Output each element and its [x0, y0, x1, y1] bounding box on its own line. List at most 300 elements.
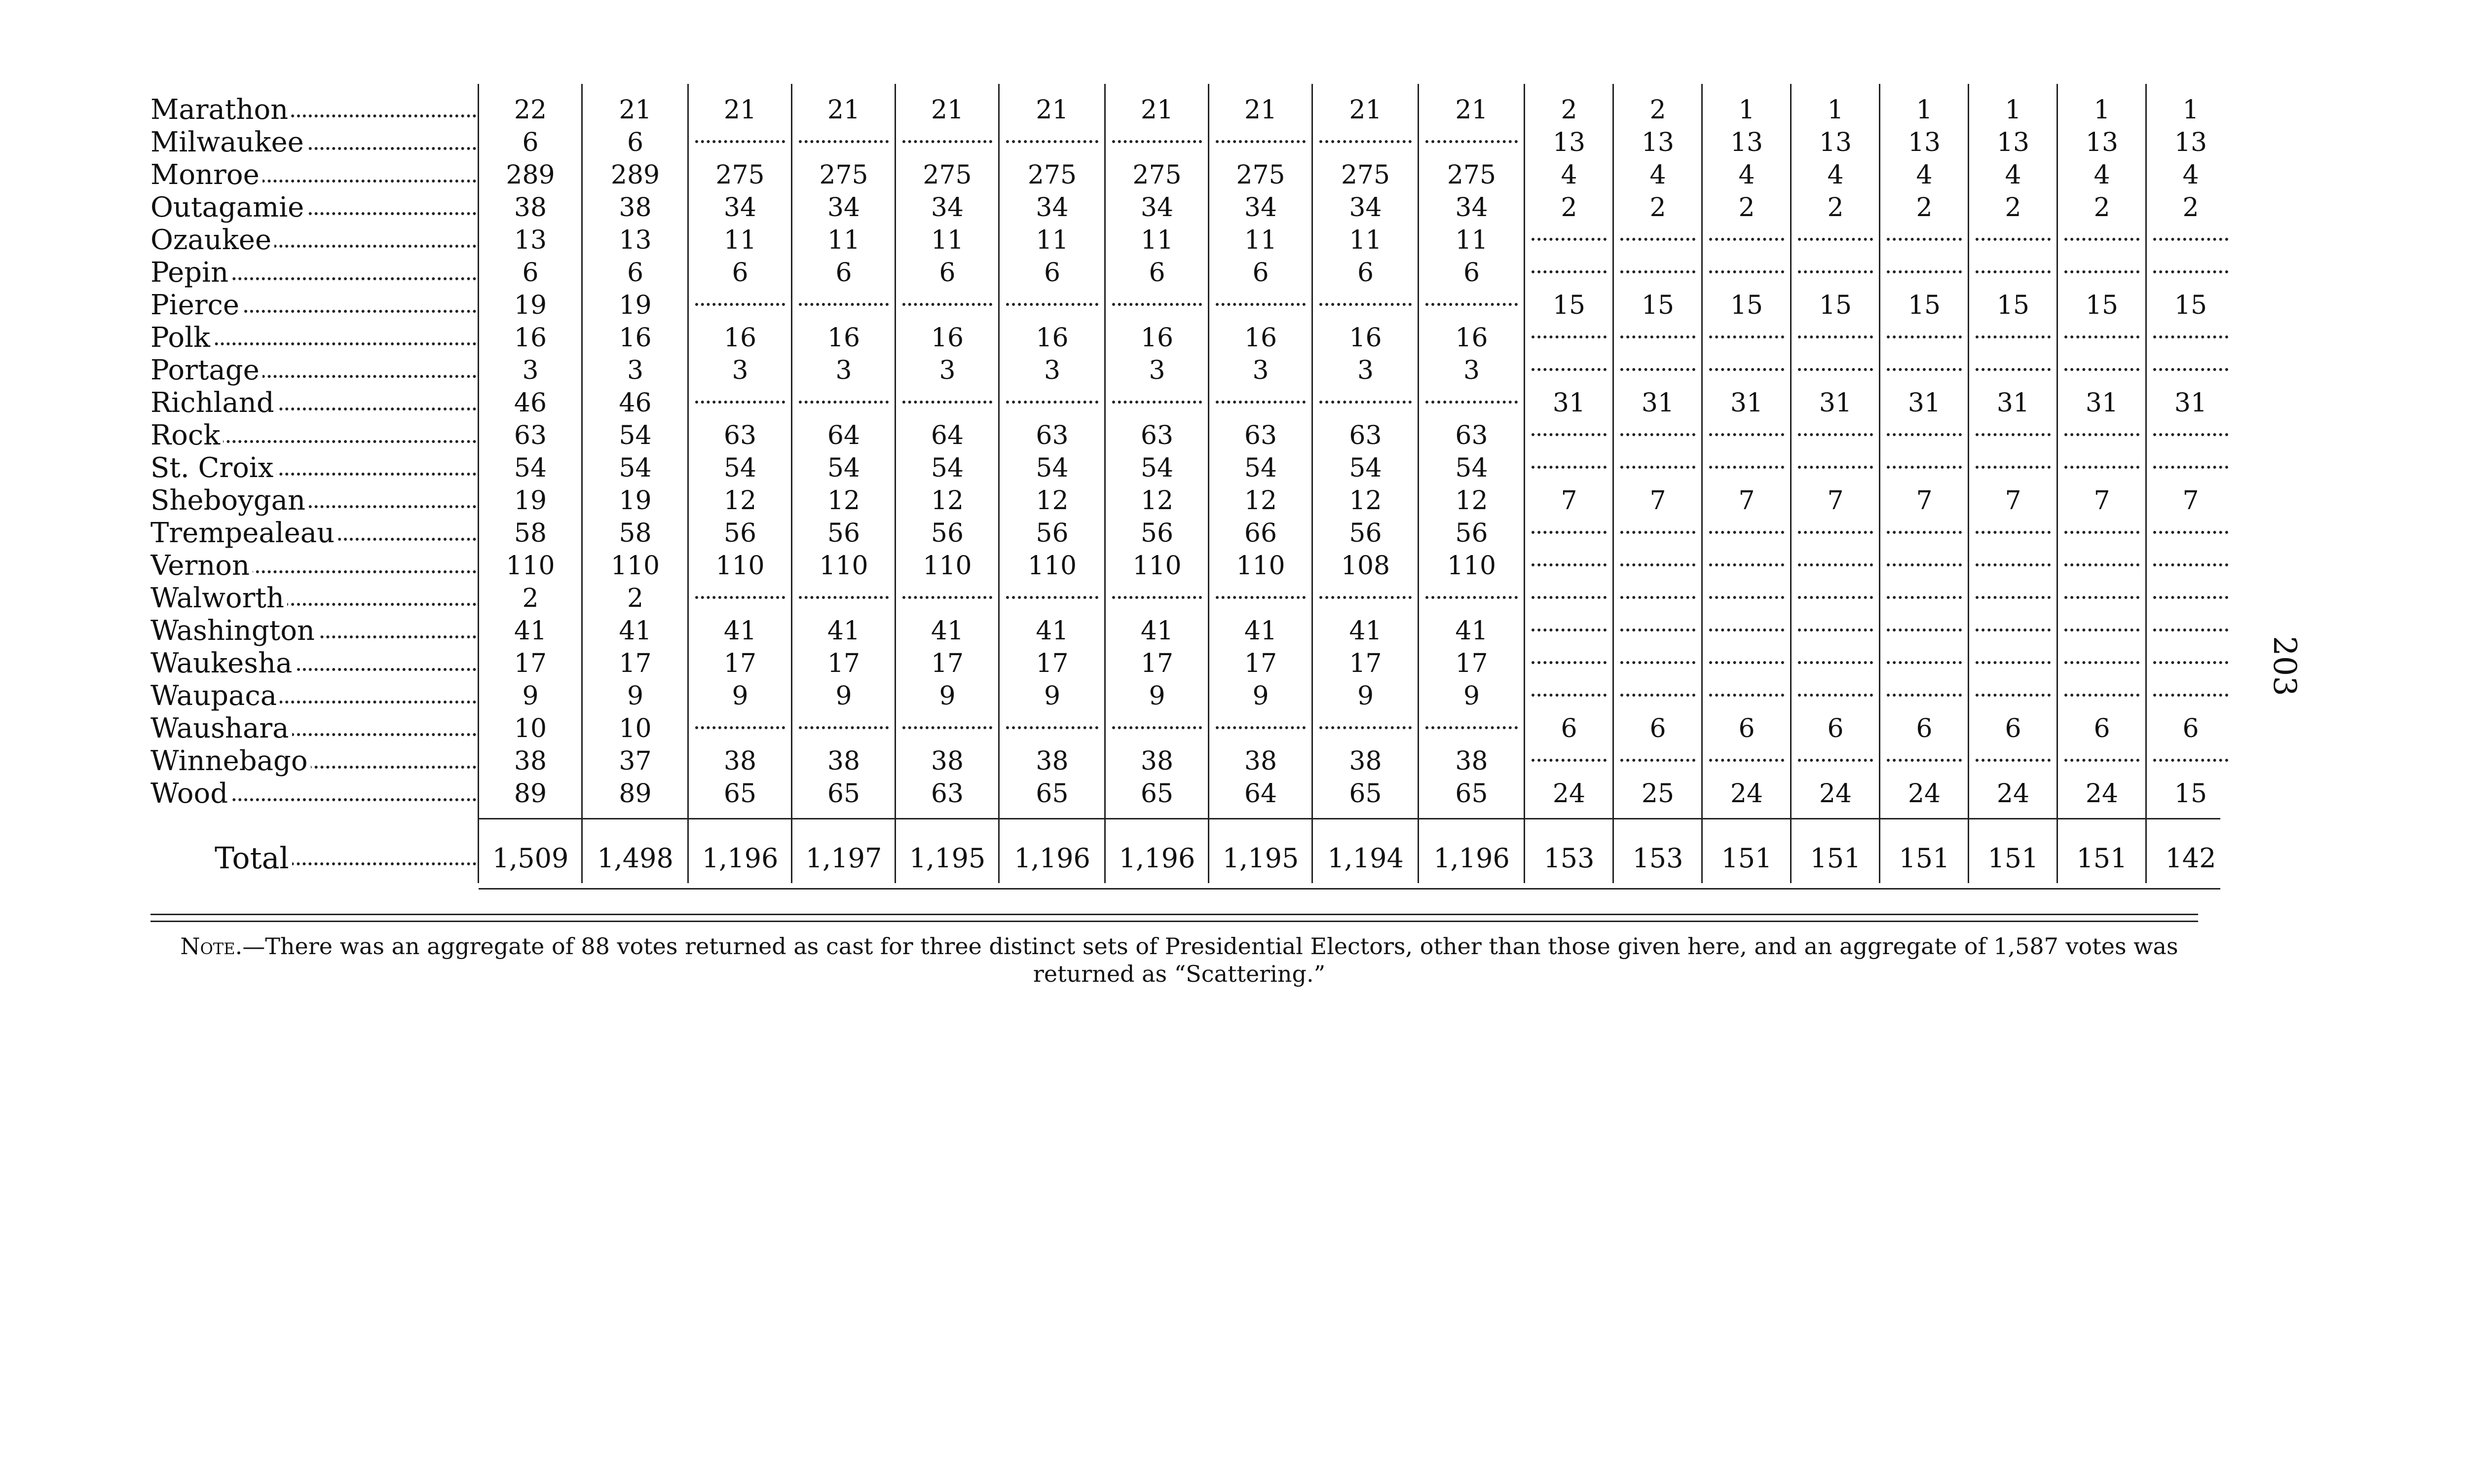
- county-name: [150, 484, 476, 517]
- vote-cell: 46: [514, 388, 547, 418]
- vote-cell: 9: [835, 681, 852, 711]
- county-label: Winnebago: [150, 745, 311, 777]
- vote-cell: 11: [827, 225, 860, 255]
- empty-cell-dots: [1620, 563, 1695, 566]
- vote-cell: 38: [1140, 746, 1174, 776]
- empty-cell-dots: [2153, 270, 2228, 273]
- vote-cell: 63: [1455, 421, 1488, 450]
- empty-cell-dots: [2064, 433, 2139, 436]
- vote-cell: 7: [2005, 486, 2021, 516]
- empty-cell-dots: [1798, 629, 1873, 631]
- empty-cell-dots: [1976, 661, 2051, 664]
- vote-cell: 54: [723, 453, 757, 483]
- vote-cell: 34: [931, 193, 964, 223]
- empty-cell-dots: [1112, 596, 1202, 599]
- vote-cell: 15: [1641, 291, 1675, 320]
- empty-cell-dots: [1976, 759, 2051, 762]
- vote-cell: 2: [1649, 95, 1666, 125]
- vote-cell: 9: [1357, 681, 1374, 711]
- county-label: Ozaukee: [150, 224, 274, 256]
- vote-cell: 54: [1140, 453, 1174, 483]
- vote-cell: 31: [1552, 388, 1586, 418]
- empty-cell-dots: [1112, 140, 1202, 143]
- empty-cell-dots: [2153, 563, 2228, 566]
- empty-cell-dots: [1887, 270, 1962, 273]
- vote-cell: 110: [1236, 551, 1285, 581]
- vote-cell: 3: [522, 356, 539, 385]
- vote-cell: 31: [1907, 388, 1941, 418]
- empty-cell-dots: [1006, 726, 1098, 729]
- vote-cell: 64: [931, 421, 964, 450]
- empty-cell-dots: [799, 596, 889, 599]
- empty-cell-dots: [2153, 759, 2228, 762]
- vote-cell: 24: [1907, 779, 1941, 809]
- empty-cell-dots: [902, 726, 992, 729]
- empty-cell-dots: [1532, 596, 1607, 599]
- county-name: [150, 257, 476, 289]
- table-row: [0, 517, 2467, 550]
- vote-cell: 38: [1244, 746, 1277, 776]
- vote-cell: 6: [627, 258, 644, 288]
- empty-cell-dots: [902, 596, 992, 599]
- vote-cell: 275: [1341, 160, 1390, 190]
- vote-cell: 110: [610, 551, 660, 581]
- vote-cell: 24: [1996, 779, 2030, 809]
- county-name: [150, 712, 476, 745]
- vote-cell: 34: [1455, 193, 1488, 223]
- county-label: Portage: [150, 354, 262, 386]
- empty-cell-dots: [902, 140, 992, 143]
- vote-cell: 19: [619, 291, 652, 320]
- empty-cell-dots: [1709, 238, 1784, 241]
- vote-cell: 21: [723, 95, 757, 125]
- vote-cell: 41: [619, 616, 652, 646]
- empty-cell-dots: [2064, 335, 2139, 338]
- empty-cell-dots: [1532, 270, 1607, 273]
- vote-cell: 54: [619, 453, 652, 483]
- vote-cell: 3: [1252, 356, 1269, 385]
- table-row: [0, 680, 2467, 712]
- empty-cell-dots: [1798, 596, 1873, 599]
- vote-cell: 2: [627, 584, 644, 613]
- county-name: [150, 452, 476, 484]
- empty-cell-dots: [1709, 270, 1784, 273]
- empty-cell-dots: [2153, 368, 2228, 371]
- total-cell: 1,197: [805, 843, 882, 874]
- vote-cell: 2: [1561, 95, 1577, 125]
- empty-cell-dots: [1798, 238, 1873, 241]
- vote-cell: 12: [1244, 486, 1277, 516]
- empty-cell-dots: [1216, 401, 1306, 404]
- county-name: [150, 191, 476, 224]
- empty-cell-dots: [1112, 401, 1202, 404]
- table-row: [0, 159, 2467, 191]
- vote-cell: 17: [1455, 649, 1488, 678]
- vote-cell: 64: [1244, 779, 1277, 809]
- vote-cell: 56: [1140, 519, 1174, 548]
- bottom-rule: [479, 888, 2220, 890]
- vote-cell: 31: [1819, 388, 1852, 418]
- vote-cell: 6: [1149, 258, 1165, 288]
- vote-cell: 11: [1036, 225, 1069, 255]
- county-name: [150, 387, 476, 419]
- vote-cell: 63: [1244, 421, 1277, 450]
- vote-cell: 7: [1649, 486, 1666, 516]
- empty-cell-dots: [1319, 303, 1412, 306]
- vote-cell: 41: [514, 616, 547, 646]
- vote-cell: 41: [1140, 616, 1174, 646]
- vote-cell: 11: [1455, 225, 1488, 255]
- empty-cell-dots: [1620, 759, 1695, 762]
- vote-cell: 65: [723, 779, 757, 809]
- vote-cell: 10: [514, 714, 547, 743]
- empty-cell-dots: [1798, 368, 1873, 371]
- total-cell: 153: [1632, 843, 1683, 874]
- vote-cell: 19: [619, 486, 652, 516]
- table-row: [0, 224, 2467, 257]
- vote-cell: 6: [522, 128, 539, 157]
- total-cell: 1,195: [1222, 843, 1299, 874]
- column-rule: [1311, 84, 1313, 883]
- empty-cell-dots: [1620, 694, 1695, 697]
- vote-cell: 34: [1036, 193, 1069, 223]
- vote-cell: 12: [1455, 486, 1488, 516]
- empty-cell-dots: [1709, 466, 1784, 469]
- vote-cell: 275: [1236, 160, 1285, 190]
- vote-cell: 16: [1244, 323, 1277, 353]
- vote-cell: 56: [827, 519, 860, 548]
- vote-cell: 16: [1455, 323, 1488, 353]
- vote-cell: 46: [619, 388, 652, 418]
- vote-cell: 6: [1357, 258, 1374, 288]
- vote-cell: 110: [1027, 551, 1077, 581]
- total-cell: 151: [2076, 843, 2128, 874]
- vote-cell: 12: [1349, 486, 1382, 516]
- empty-cell-dots: [1887, 661, 1962, 664]
- empty-cell-dots: [799, 303, 889, 306]
- empty-cell-dots: [1709, 368, 1784, 371]
- county-name: [150, 550, 476, 582]
- empty-cell-dots: [1887, 238, 1962, 241]
- empty-cell-dots: [799, 140, 889, 143]
- vote-cell: 41: [1455, 616, 1488, 646]
- vote-cell: 2: [522, 584, 539, 613]
- table-row: [0, 778, 2467, 810]
- table-row: [0, 745, 2467, 778]
- county-name: [150, 517, 476, 550]
- vote-cell: 9: [1044, 681, 1061, 711]
- empty-cell-dots: [2153, 531, 2228, 534]
- vote-cell: 17: [1036, 649, 1069, 678]
- empty-cell-dots: [1425, 140, 1518, 143]
- county-label: Richland: [150, 387, 277, 419]
- vote-cell: 6: [2005, 714, 2021, 743]
- empty-cell-dots: [1798, 466, 1873, 469]
- vote-cell: 65: [1036, 779, 1069, 809]
- footer-double-rule-second: [150, 921, 2198, 922]
- vote-cell: 6: [1463, 258, 1480, 288]
- table-row: [0, 615, 2467, 647]
- table-row: [0, 582, 2467, 615]
- county-label: Waushara: [150, 712, 292, 744]
- total-cell: 151: [1987, 843, 2039, 874]
- table-row: [0, 712, 2467, 745]
- vote-cell: 15: [1552, 291, 1586, 320]
- vote-cell: 13: [1641, 128, 1675, 157]
- empty-cell-dots: [1319, 140, 1412, 143]
- vote-cell: 24: [1552, 779, 1586, 809]
- vote-cell: 16: [1349, 323, 1382, 353]
- vote-cell: 13: [1907, 128, 1941, 157]
- vote-cell: 38: [619, 193, 652, 223]
- empty-cell-dots: [1976, 433, 2051, 436]
- vote-cell: 7: [1916, 486, 1933, 516]
- vote-cell: 4: [2093, 160, 2110, 190]
- vote-cell: 13: [514, 225, 547, 255]
- vote-cell: 63: [723, 421, 757, 450]
- vote-cell: 22: [514, 95, 547, 125]
- county-name: [150, 159, 476, 191]
- column-rule: [998, 84, 1000, 883]
- vote-cell: 17: [619, 649, 652, 678]
- vote-cell: 31: [1730, 388, 1763, 418]
- vote-cell: 21: [827, 95, 860, 125]
- empty-cell-dots: [1887, 368, 1962, 371]
- vote-cell: 7: [1827, 486, 1844, 516]
- county-label: Washington: [150, 615, 318, 647]
- vote-cell: 6: [1561, 714, 1577, 743]
- empty-cell-dots: [1532, 629, 1607, 631]
- table-row: [0, 387, 2467, 419]
- vote-cell: 21: [931, 95, 964, 125]
- county-name: [150, 647, 476, 680]
- empty-cell-dots: [1112, 303, 1202, 306]
- empty-cell-dots: [1319, 596, 1412, 599]
- vote-cell: 65: [1140, 779, 1174, 809]
- table-row: [0, 452, 2467, 484]
- empty-cell-dots: [1798, 759, 1873, 762]
- vote-cell: 15: [1819, 291, 1852, 320]
- vote-cell: 7: [1561, 486, 1577, 516]
- empty-cell-dots: [2064, 563, 2139, 566]
- vote-cell: 17: [1244, 649, 1277, 678]
- county-label: Monroe: [150, 159, 262, 191]
- vote-cell: 16: [1036, 323, 1069, 353]
- vote-cell: 275: [1447, 160, 1496, 190]
- county-name: [150, 322, 476, 354]
- vote-cell: 38: [1455, 746, 1488, 776]
- empty-cell-dots: [1620, 238, 1695, 241]
- total-cell: 1,196: [1119, 843, 1196, 874]
- vote-cell: 63: [1140, 421, 1174, 450]
- vote-cell: 1: [1738, 95, 1755, 125]
- empty-cell-dots: [1976, 531, 2051, 534]
- vote-cell: 6: [1252, 258, 1269, 288]
- total-cell: 151: [1810, 843, 1861, 874]
- county-name: [150, 680, 476, 712]
- county-name: [150, 289, 476, 322]
- empty-cell-dots: [1425, 726, 1518, 729]
- empty-cell-dots: [1006, 596, 1098, 599]
- vote-cell: 66: [1244, 519, 1277, 548]
- empty-cell-dots: [1887, 531, 1962, 534]
- empty-cell-dots: [902, 401, 992, 404]
- vote-cell: 65: [827, 779, 860, 809]
- column-rule: [1879, 84, 1880, 883]
- empty-cell-dots: [1976, 629, 2051, 631]
- empty-cell-dots: [1798, 694, 1873, 697]
- empty-cell-dots: [2064, 270, 2139, 273]
- vote-cell: 63: [1036, 421, 1069, 450]
- column-rule: [2145, 84, 2147, 883]
- vote-cell: 21: [1244, 95, 1277, 125]
- vote-cell: 9: [1149, 681, 1165, 711]
- vote-cell: 4: [1827, 160, 1844, 190]
- total-cell: 1,196: [1433, 843, 1510, 874]
- vote-cell: 6: [2182, 714, 2199, 743]
- empty-cell-dots: [2064, 238, 2139, 241]
- table-row: [0, 94, 2467, 126]
- vote-cell: 7: [2182, 486, 2199, 516]
- vote-cell: 54: [619, 421, 652, 450]
- vote-cell: 89: [514, 779, 547, 809]
- empty-cell-dots: [1620, 466, 1695, 469]
- table-row: [0, 484, 2467, 517]
- column-rule: [1968, 84, 1969, 883]
- empty-cell-dots: [1319, 726, 1412, 729]
- vote-cell: 9: [1463, 681, 1480, 711]
- total-label: [215, 839, 476, 878]
- vote-cell: 63: [514, 421, 547, 450]
- empty-cell-dots: [1976, 368, 2051, 371]
- vote-cell: 275: [1027, 160, 1077, 190]
- vote-cell: 6: [1827, 714, 1844, 743]
- empty-cell-dots: [1620, 629, 1695, 631]
- empty-cell-dots: [1976, 563, 2051, 566]
- total-cell: 1,196: [1014, 843, 1090, 874]
- vote-cell: 2: [2005, 193, 2021, 223]
- county-name: [150, 778, 476, 810]
- county-label: Marathon: [150, 94, 291, 126]
- vote-cell: 17: [514, 649, 547, 678]
- empty-cell-dots: [1976, 596, 2051, 599]
- empty-cell-dots: [1798, 270, 1873, 273]
- vote-cell: 13: [1730, 128, 1763, 157]
- vote-cell: 9: [732, 681, 748, 711]
- vote-cell: 9: [939, 681, 956, 711]
- total-cell: 151: [1721, 843, 1772, 874]
- vote-cell: 15: [2085, 291, 2119, 320]
- vote-cell: 11: [1244, 225, 1277, 255]
- column-rule: [687, 84, 689, 883]
- vote-cell: 275: [819, 160, 868, 190]
- empty-cell-dots: [1709, 661, 1784, 664]
- vote-cell: 38: [1349, 746, 1382, 776]
- vote-cell: 12: [827, 486, 860, 516]
- empty-cell-dots: [902, 303, 992, 306]
- vote-cell: 13: [1996, 128, 2030, 157]
- footnote-lead: Note.: [180, 933, 243, 960]
- vote-cell: 54: [1036, 453, 1069, 483]
- vote-cell: 15: [2174, 779, 2207, 809]
- table-row: [0, 191, 2467, 224]
- empty-cell-dots: [1425, 303, 1518, 306]
- empty-cell-dots: [2064, 661, 2139, 664]
- vote-cell: 4: [2005, 160, 2021, 190]
- vote-cell: 34: [723, 193, 757, 223]
- vote-cell: 21: [619, 95, 652, 125]
- vote-cell: 31: [1996, 388, 2030, 418]
- empty-cell-dots: [2064, 759, 2139, 762]
- county-label: Milwaukee: [150, 126, 307, 158]
- vote-cell: 4: [1738, 160, 1755, 190]
- table-row: [0, 647, 2467, 680]
- vote-cell: 24: [2085, 779, 2119, 809]
- vote-cell: 15: [1730, 291, 1763, 320]
- empty-cell-dots: [2153, 238, 2228, 241]
- vote-cell: 89: [619, 779, 652, 809]
- column-rule: [581, 84, 583, 883]
- vote-cell: 17: [931, 649, 964, 678]
- vote-cell: 289: [506, 160, 555, 190]
- vote-cell: 38: [931, 746, 964, 776]
- empty-cell-dots: [1532, 368, 1607, 371]
- empty-cell-dots: [2153, 433, 2228, 436]
- total-label-text: Total: [215, 841, 292, 876]
- column-rule: [478, 84, 479, 883]
- vote-cell: 11: [1140, 225, 1174, 255]
- county-label: Vernon: [150, 550, 253, 582]
- vote-cell: 41: [1244, 616, 1277, 646]
- vote-cell: 24: [1730, 779, 1763, 809]
- empty-cell-dots: [1006, 303, 1098, 306]
- vote-cell: 13: [619, 225, 652, 255]
- vote-cell: 34: [1140, 193, 1174, 223]
- empty-cell-dots: [1709, 335, 1784, 338]
- empty-cell-dots: [1887, 335, 1962, 338]
- column-rule: [1701, 84, 1703, 883]
- empty-cell-dots: [1709, 563, 1784, 566]
- vote-cell: 2: [1561, 193, 1577, 223]
- empty-cell-dots: [1216, 726, 1306, 729]
- vote-cell: 17: [827, 649, 860, 678]
- empty-cell-dots: [1620, 433, 1695, 436]
- table-row: [0, 322, 2467, 354]
- total-cell: 1,195: [909, 843, 986, 874]
- total-cell: 153: [1543, 843, 1595, 874]
- total-cell: 151: [1899, 843, 1950, 874]
- vote-cell: 13: [1819, 128, 1852, 157]
- column-rule: [895, 84, 896, 883]
- empty-cell-dots: [1532, 759, 1607, 762]
- vote-cell: 108: [1341, 551, 1390, 581]
- empty-cell-dots: [2153, 661, 2228, 664]
- vote-cell: 3: [835, 356, 852, 385]
- empty-cell-dots: [2153, 629, 2228, 631]
- vote-cell: 19: [514, 486, 547, 516]
- empty-cell-dots: [1887, 466, 1962, 469]
- empty-cell-dots: [2153, 694, 2228, 697]
- vote-cell: 110: [715, 551, 765, 581]
- vote-cell: 12: [1036, 486, 1069, 516]
- total-cell: 142: [2165, 843, 2216, 874]
- vote-cell: 9: [627, 681, 644, 711]
- vote-cell: 12: [723, 486, 757, 516]
- empty-cell-dots: [1709, 531, 1784, 534]
- vote-cell: 7: [1738, 486, 1755, 516]
- empty-cell-dots: [2064, 531, 2139, 534]
- vote-cell: 4: [2182, 160, 2199, 190]
